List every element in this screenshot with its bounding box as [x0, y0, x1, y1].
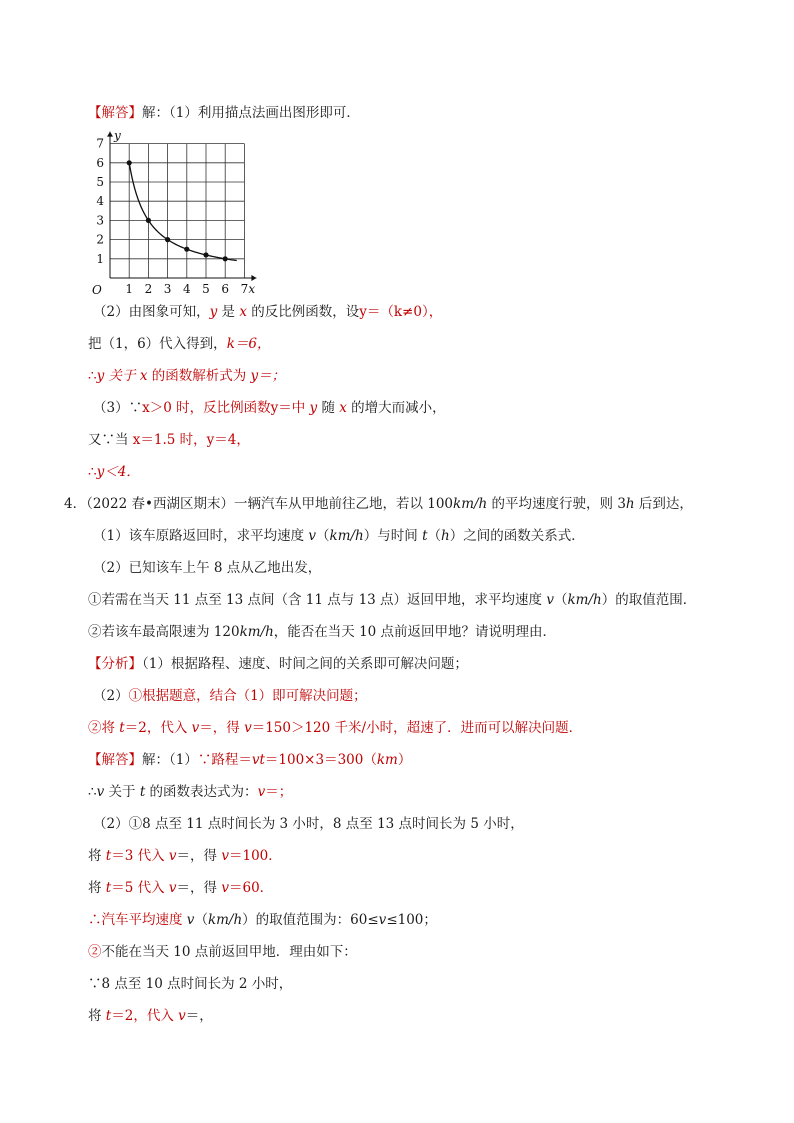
solution-line-7 — [88, 943, 357, 961]
text: 的函数表达式为： — [145, 784, 258, 800]
text: ＝60． — [228, 880, 274, 896]
x-tick-label: 4 — [182, 282, 191, 296]
text: y 关于 — [96, 368, 140, 384]
text: ＝2，代入 — [111, 1008, 179, 1024]
solution-tag: 【解答】 — [88, 105, 142, 121]
x-tick-label: 2 — [144, 282, 153, 296]
text: x＞0 时，反比例函数 — [142, 400, 271, 416]
text: 的增大而减小， — [346, 400, 446, 416]
text: km/h — [207, 912, 243, 928]
text: ＝， — [185, 1008, 213, 1024]
solution-line-1 — [88, 751, 411, 769]
text: ）的取值范围为：60≤ — [242, 912, 379, 928]
text: x — [239, 304, 247, 320]
x-tick-label: 1 — [125, 282, 134, 296]
data-point — [223, 256, 228, 261]
analysis-line-1 — [88, 655, 468, 673]
inverse-proportion-graph — [88, 122, 268, 300]
text: ①根据题意，结合（1）即可解决问题； — [128, 688, 367, 704]
line-conclusion — [88, 463, 140, 481]
text: ∴ — [88, 784, 97, 800]
solution-line-4 — [88, 847, 282, 865]
text: v — [178, 1008, 186, 1024]
text: ＝，得 — [176, 848, 222, 864]
question-4-part1 — [93, 527, 585, 545]
text: ＝3 代入 — [111, 848, 169, 864]
text: ＝，得 — [199, 720, 245, 736]
data-point — [184, 247, 189, 252]
text: v — [186, 912, 195, 928]
text: ②若该车最高限速为 120 — [88, 624, 240, 640]
solution-line-3 — [93, 815, 524, 833]
text: 不能在当天 10 点前返回甲地．理由如下： — [101, 944, 357, 960]
text: v — [191, 720, 200, 736]
data-point — [203, 252, 208, 257]
text: v — [546, 592, 554, 608]
text: ＝，得 — [176, 880, 222, 896]
text: 又∵当 — [88, 432, 133, 448]
question-4 — [64, 495, 693, 513]
line-function-expression — [88, 367, 285, 385]
text: y＝4， — [206, 432, 250, 448]
text: t — [105, 848, 112, 864]
text: （ — [553, 592, 568, 608]
text: y — [309, 400, 318, 416]
text: 【分析】 — [88, 656, 142, 672]
text: km — [376, 752, 398, 768]
text: （1）根据路程、速度、时间之间的关系即可解决问题； — [142, 656, 468, 672]
text: v — [308, 528, 317, 544]
text: （2）由图象可知， — [93, 304, 210, 320]
text: ∵路程＝ — [197, 752, 252, 768]
y-tick-label: 6 — [96, 155, 104, 170]
text: ）与时间 — [363, 528, 423, 544]
text: km/h — [567, 592, 602, 608]
text: （ — [194, 912, 208, 928]
x-tick-label: 3 — [163, 282, 172, 296]
line-part2 — [93, 303, 442, 321]
text: （ — [427, 528, 441, 544]
text: ② — [88, 944, 102, 960]
y-tick-label: 3 — [96, 213, 104, 228]
curve-line — [129, 163, 237, 261]
y-axis-arrow — [107, 132, 113, 137]
text: 解：（1） — [142, 752, 198, 768]
text: km/h — [453, 496, 488, 512]
y-tick-label: 5 — [96, 175, 104, 189]
text: h — [441, 528, 450, 544]
question-4-part2: （2）已知该车上午 8 点从乙地出发， — [93, 560, 322, 576]
solution-line-2 — [88, 783, 292, 801]
text: x — [339, 400, 347, 416]
text: 将 — [88, 1008, 106, 1024]
y-axis-label: y — [114, 128, 121, 143]
text: （2） — [93, 816, 129, 832]
solution-line-6 — [88, 911, 437, 929]
text: 【解答】 — [88, 752, 142, 768]
text: ＝5 代入 — [111, 880, 169, 896]
text: 后到达， — [634, 496, 693, 512]
text: v — [221, 880, 229, 896]
text: 将 — [88, 848, 106, 864]
line-substitute-k — [88, 335, 270, 353]
text: ＝； — [265, 784, 293, 800]
text: ≤100； — [386, 912, 437, 928]
text: （1）该车原路返回时，求平均速度 — [93, 528, 309, 544]
text: ∴汽车平均速度 — [88, 912, 187, 928]
data-point — [127, 160, 132, 165]
analysis-line-2 — [93, 687, 367, 705]
text: ∴ — [88, 368, 97, 384]
text: y＜4． — [96, 464, 140, 480]
data-point — [165, 237, 170, 242]
text: v — [96, 784, 105, 800]
text: y＝； — [250, 368, 286, 384]
x-tick-label: 7 — [240, 282, 249, 296]
line-when-x — [88, 431, 250, 449]
text: 是 — [217, 304, 240, 320]
text: v — [168, 880, 177, 896]
text: ，能否在当天 10 点前返回甲地？请说明理由． — [273, 624, 557, 640]
text: t — [422, 528, 428, 544]
text: t — [105, 1008, 112, 1024]
solution-line-5 — [88, 879, 273, 897]
text: ①若需在当天 11 点至 13 点间（含 11 点与 13 点）返回甲地，求平均速度 — [88, 592, 547, 608]
data-point — [146, 218, 151, 223]
text: ＝2，代入 — [124, 720, 192, 736]
text: y＝中 — [270, 400, 310, 416]
text: v — [257, 784, 266, 800]
text: x — [139, 368, 148, 384]
text: v — [168, 848, 177, 864]
text: ） — [397, 752, 412, 768]
y-tick-label: 1 — [96, 251, 104, 266]
text: t — [139, 784, 146, 800]
x-axis-arrow — [251, 275, 256, 281]
text: （ — [316, 528, 330, 544]
text: km/h — [239, 624, 274, 640]
y-tick-label: 4 — [96, 194, 104, 209]
text: 的函数解析式为 — [147, 368, 251, 384]
text: （3） — [93, 400, 129, 416]
question-4-part2-a — [88, 591, 696, 609]
text: 关于 — [104, 784, 140, 800]
solution-line-8: ∵8 点至 10 点时间长为 2 小时， — [88, 976, 293, 992]
text: vt — [251, 752, 265, 768]
text: y＝（k≠0）， — [359, 304, 443, 320]
solution-line-9 — [88, 1007, 213, 1025]
text: v — [378, 912, 387, 928]
text: 把（1，6）代入得到， — [88, 336, 227, 352]
text: v — [221, 848, 229, 864]
text: h — [625, 496, 635, 512]
solution-heading — [88, 104, 360, 122]
text: ＝100×3＝300（ — [264, 752, 377, 768]
text: y — [209, 304, 218, 320]
y-tick-label: 7 — [96, 136, 104, 151]
text: ②将 — [88, 720, 120, 736]
text: t — [105, 880, 112, 896]
x-tick-label: 6 — [221, 282, 230, 296]
text: ∵ — [128, 400, 143, 416]
text: 4．（2022 春•西湖区期末）一辆汽车从甲地前往乙地，若以 100 — [64, 496, 454, 512]
x-tick-label: 5 — [202, 282, 210, 296]
text: k＝6， — [226, 336, 271, 352]
text: （2） — [93, 688, 129, 704]
analysis-line-3 — [88, 719, 582, 737]
text: ）之间的函数关系式． — [449, 528, 585, 544]
text: t — [119, 720, 125, 736]
origin-label: O — [92, 283, 102, 297]
text: km/h — [329, 528, 364, 544]
x-axis-label: x — [248, 282, 256, 296]
text: ①8 点至 11 点时间长为 3 小时，8 点至 13 点时间长为 5 小时， — [128, 816, 524, 832]
text: 的平均速度行驶，则 3 — [487, 496, 626, 512]
text: ＝150＞120 千米/小时，超速了．进而可以解决问题． — [251, 720, 583, 736]
text: x＝1.5 时， — [132, 432, 207, 448]
text: ＝100． — [228, 848, 282, 864]
line-part3 — [93, 399, 446, 417]
text: v — [244, 720, 252, 736]
text: 的反比例函数，设 — [246, 304, 360, 320]
solution-text: 解：（1）利用描点法画出图形即可． — [142, 105, 360, 121]
y-tick-label: 2 — [96, 232, 104, 247]
text: 将 — [88, 880, 106, 896]
text: 随 — [317, 400, 340, 416]
text: ∴ — [88, 464, 97, 480]
question-4-part2-b — [88, 623, 556, 641]
text: ）的取值范围． — [601, 592, 697, 608]
